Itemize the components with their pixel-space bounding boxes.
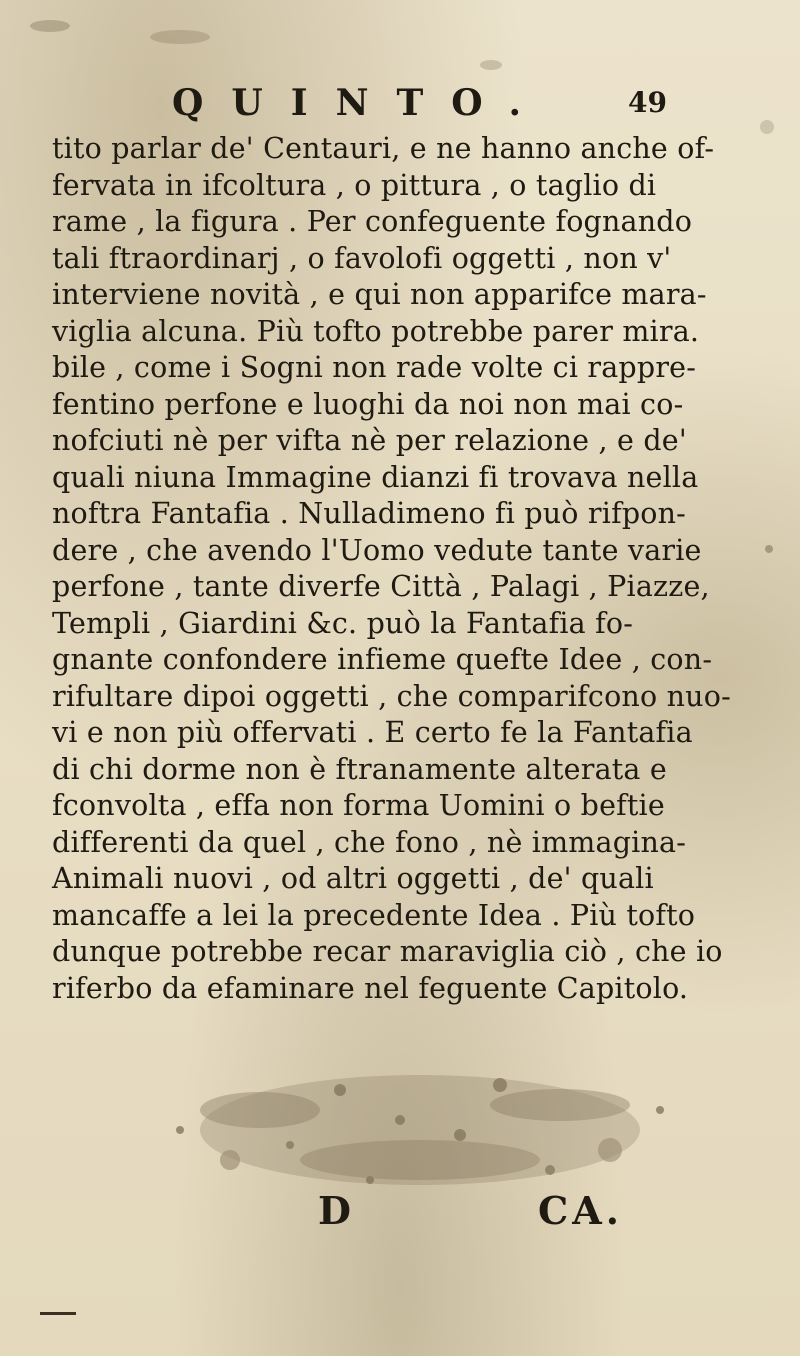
text-line: fentino perfone e luoghi da noi non mai co- xyxy=(52,387,684,421)
text-line: differenti da quel , che fono , nè immagina- xyxy=(52,825,687,859)
ink-speck xyxy=(760,120,774,134)
text-line: di chi dorme non è ftranamente alterata e xyxy=(52,752,667,786)
text-line: interviene novità , e qui non apparifce mara- xyxy=(52,278,707,311)
text-line: perfone , tante diverfe Città , Palagi , Piazze, xyxy=(52,570,710,603)
text-line: gnante confondere infieme quefte Idee , con- xyxy=(52,643,713,676)
text-line: quali niuna Immagine dianzi fi trovava nella xyxy=(52,460,699,494)
text-line: riferbo da efaminare nel feguente Capitolo. xyxy=(52,971,689,1005)
text-line: rifultare dipoi oggetti , che comparifcono nuo- xyxy=(52,679,731,713)
running-title: QUINTO. xyxy=(172,82,550,124)
ink-speck xyxy=(765,545,773,553)
text-line: tito parlar de' Centauri, e ne hanno anche of- xyxy=(52,132,715,165)
text-line: vi e non più offervati . E certo fe la Fantafia xyxy=(52,716,693,749)
ink-speck xyxy=(480,60,502,70)
text-line: viglia alcuna. Più tofto potrebbe parer mira. xyxy=(52,314,700,348)
catchword-right: CA. xyxy=(538,1188,623,1233)
catchword-left: D xyxy=(318,1188,355,1233)
text-line: mancaffe a lei la precedente Idea . Più tofto xyxy=(52,898,696,932)
text-line: noftra Fantafia . Nulladimeno fi può rifpon- xyxy=(52,497,687,530)
running-head xyxy=(0,82,800,122)
text-line: dere , che avendo l'Uomo vedute tante varie xyxy=(52,533,702,567)
margin-dash xyxy=(40,1312,76,1315)
text-line: nofciuti nè per vifta nè per relazione , e de' xyxy=(52,424,687,457)
text-line: dunque potrebbe recar maraviglia ciò , che io xyxy=(52,935,723,968)
body-text xyxy=(52,131,752,1007)
text-line: bile , come i Sogni non rade volte ci rappre- xyxy=(52,351,697,384)
text-line: fconvolta , effa non forma Uomini o beftie xyxy=(52,789,665,822)
ink-speck xyxy=(30,20,70,32)
text-line: Templi , Giardini &c. può la Fantafia fo- xyxy=(52,606,634,640)
page-number: 49 xyxy=(628,86,667,119)
text-line: tali ftraordinarj , o favolofi oggetti , non v' xyxy=(52,241,672,275)
text-line: fervata in ifcoltura , o pittura , o taglio di xyxy=(52,168,657,202)
ink-speck xyxy=(150,30,210,44)
text-line: rame , la figura . Per confeguente fognando xyxy=(52,205,693,238)
text-line: Animali nuovi , od altri oggetti , de' quali xyxy=(52,862,654,895)
